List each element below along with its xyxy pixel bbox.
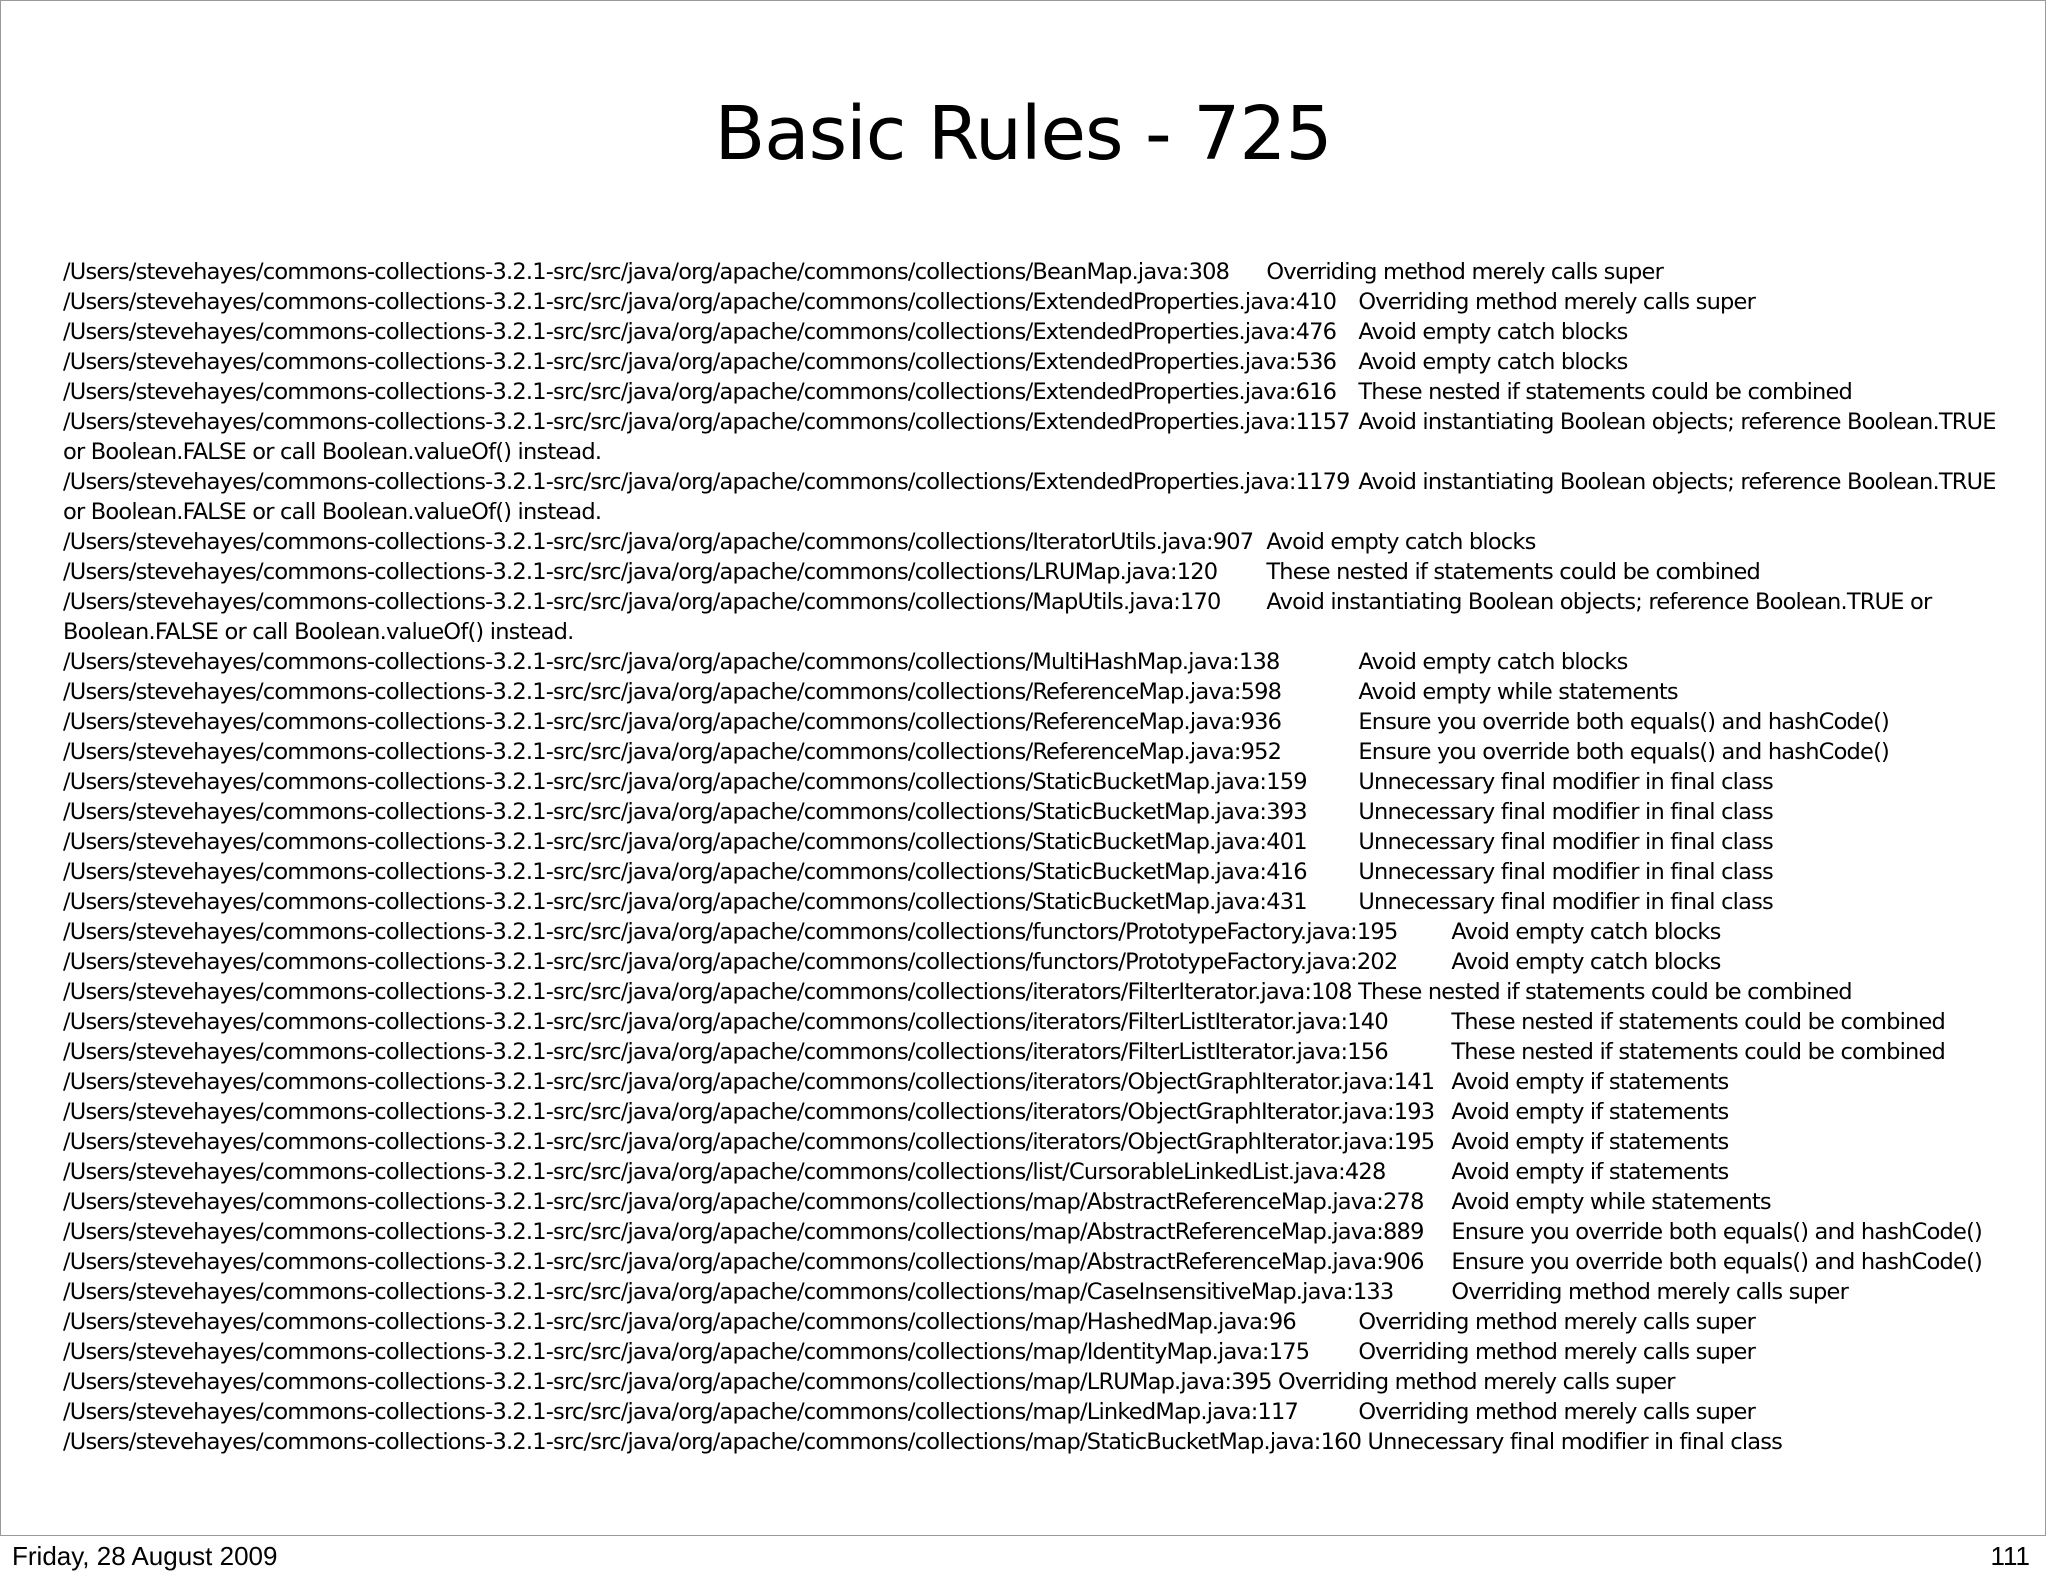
violation-message: Unnecessary final modifier in final class xyxy=(1358,769,1773,795)
violation-message: Avoid empty if statements xyxy=(1451,1099,1729,1125)
file-path: /Users/stevehayes/commons-collections-3.2.1-src/src/java/org/apache/commons/collections/StaticBucketMap.java:416 xyxy=(63,859,1307,885)
violation-entry xyxy=(63,1007,2023,1037)
violation-entry xyxy=(63,707,2023,737)
violation-message: Avoid empty catch blocks xyxy=(1451,949,1721,975)
footer xyxy=(0,1536,2048,1576)
violation-entry xyxy=(63,1037,2023,1067)
violation-message: Avoid instantiating Boolean objects; reference Boolean.TRUE or Boolean.FALSE or call Boolean.valueOf() instead. xyxy=(63,589,1932,645)
file-path: /Users/stevehayes/commons-collections-3.2.1-src/src/java/org/apache/commons/collections/map/StaticBucketMap.java:160 xyxy=(63,1429,1362,1455)
violation-entry xyxy=(63,257,2023,287)
violation-entry xyxy=(63,1397,2023,1427)
file-path: /Users/stevehayes/commons-collections-3.2.1-src/src/java/org/apache/commons/collections/list/CursorableLinkedList.java:428 xyxy=(63,1159,1386,1185)
violation-entry xyxy=(63,767,2023,797)
violation-entry xyxy=(63,917,2023,947)
violation-message: These nested if statements could be combined xyxy=(1451,1039,1946,1065)
file-path: /Users/stevehayes/commons-collections-3.2.1-src/src/java/org/apache/commons/collections/ExtendedProperties.java:1157 xyxy=(63,409,1350,435)
file-path: /Users/stevehayes/commons-collections-3.2.1-src/src/java/org/apache/commons/collections/map/HashedMap.java:96 xyxy=(63,1309,1296,1335)
violation-message: Ensure you override both equals() and hashCode() xyxy=(1451,1249,1983,1275)
violation-message: Overriding method merely calls super xyxy=(1278,1369,1675,1395)
violation-entry xyxy=(63,1337,2023,1367)
file-path: /Users/stevehayes/commons-collections-3.2.1-src/src/java/org/apache/commons/collections/iterators/ObjectGraphIterator.java:141 xyxy=(63,1069,1435,1095)
violation-entry xyxy=(63,677,2023,707)
file-path: /Users/stevehayes/commons-collections-3.2.1-src/src/java/org/apache/commons/collections/map/LinkedMap.java:117 xyxy=(63,1399,1299,1425)
violation-message: Avoid empty catch blocks xyxy=(1358,319,1628,345)
file-path: /Users/stevehayes/commons-collections-3.2.1-src/src/java/org/apache/commons/collections/StaticBucketMap.java:159 xyxy=(63,769,1307,795)
violation-entry xyxy=(63,317,2023,347)
violation-entry xyxy=(63,887,2023,917)
violation-entry xyxy=(63,737,2023,767)
violation-message: Ensure you override both equals() and hashCode() xyxy=(1358,739,1890,765)
slide-title: Basic Rules - 725 xyxy=(714,91,1332,177)
violation-entry xyxy=(63,1067,2023,1097)
violation-message: These nested if statements could be combined xyxy=(1358,979,1852,1005)
file-path: /Users/stevehayes/commons-collections-3.2.1-src/src/java/org/apache/commons/collections/iterators/FilterIterator.java:108 xyxy=(63,979,1352,1005)
file-path: /Users/stevehayes/commons-collections-3.2.1-src/src/java/org/apache/commons/collections/iterators/FilterListIterator.java:156 xyxy=(63,1039,1388,1065)
violation-message: Avoid empty catch blocks xyxy=(1358,649,1628,675)
violation-message: Overriding method merely calls super xyxy=(1266,259,1664,285)
violation-message: Unnecessary final modifier in final class xyxy=(1358,799,1773,825)
file-path: /Users/stevehayes/commons-collections-3.2.1-src/src/java/org/apache/commons/collections/MultiHashMap.java:138 xyxy=(63,649,1280,675)
violation-entry xyxy=(63,857,2023,887)
file-path: /Users/stevehayes/commons-collections-3.2.1-src/src/java/org/apache/commons/collections/ExtendedProperties.java:536 xyxy=(63,349,1337,375)
file-path: /Users/stevehayes/commons-collections-3.2.1-src/src/java/org/apache/commons/collections/iterators/ObjectGraphIterator.java:193 xyxy=(63,1099,1435,1125)
file-path: /Users/stevehayes/commons-collections-3.2.1-src/src/java/org/apache/commons/collections/LRUMap.java:120 xyxy=(63,559,1218,585)
file-path: /Users/stevehayes/commons-collections-3.2.1-src/src/java/org/apache/commons/collections/ExtendedProperties.java:616 xyxy=(63,379,1337,405)
violation-entry xyxy=(63,1127,2023,1157)
file-path: /Users/stevehayes/commons-collections-3.2.1-src/src/java/org/apache/commons/collections/functors/PrototypeFactory.java:202 xyxy=(63,949,1398,975)
violation-message: Overriding method merely calls super xyxy=(1451,1279,1849,1305)
violation-entry xyxy=(63,1427,2023,1457)
violation-message: Unnecessary final modifier in final class xyxy=(1358,829,1773,855)
file-path: /Users/stevehayes/commons-collections-3.2.1-src/src/java/org/apache/commons/collections/ExtendedProperties.java:476 xyxy=(63,319,1337,345)
violation-entry xyxy=(63,587,2023,647)
file-path: /Users/stevehayes/commons-collections-3.2.1-src/src/java/org/apache/commons/collections/ReferenceMap.java:952 xyxy=(63,739,1282,765)
file-path: /Users/stevehayes/commons-collections-3.2.1-src/src/java/org/apache/commons/collections/ExtendedProperties.java:410 xyxy=(63,289,1337,315)
violation-message: Avoid instantiating Boolean objects; reference Boolean.TRUE or Boolean.FALSE or call Boolean.valueOf() instead. xyxy=(63,469,1996,525)
file-path: /Users/stevehayes/commons-collections-3.2.1-src/src/java/org/apache/commons/collections/StaticBucketMap.java:401 xyxy=(63,829,1307,855)
file-path: /Users/stevehayes/commons-collections-3.2.1-src/src/java/org/apache/commons/collections/functors/PrototypeFactory.java:195 xyxy=(63,919,1398,945)
violation-entry xyxy=(63,347,2023,377)
violation-entry xyxy=(63,1307,2023,1337)
violation-entry xyxy=(63,647,2023,677)
violation-entry xyxy=(63,797,2023,827)
violation-entry xyxy=(63,407,2023,467)
violation-message: Avoid empty while statements xyxy=(1451,1189,1771,1215)
violation-message: Unnecessary final modifier in final class xyxy=(1367,1429,1783,1455)
violation-entry xyxy=(63,287,2023,317)
violation-list xyxy=(63,257,2023,1457)
file-path: /Users/stevehayes/commons-collections-3.2.1-src/src/java/org/apache/commons/collections/iterators/ObjectGraphIterator.java:195 xyxy=(63,1129,1435,1155)
violation-message: Overriding method merely calls super xyxy=(1358,1309,1756,1335)
violation-message: Avoid empty catch blocks xyxy=(1451,919,1721,945)
violation-message: Avoid empty if statements xyxy=(1451,1129,1729,1155)
file-path: /Users/stevehayes/commons-collections-3.2.1-src/src/java/org/apache/commons/collections/ReferenceMap.java:598 xyxy=(63,679,1282,705)
violation-entry xyxy=(63,1157,2023,1187)
violation-entry xyxy=(63,557,2023,587)
page-number: 111 xyxy=(1990,1541,2030,1571)
file-path: /Users/stevehayes/commons-collections-3.2.1-src/src/java/org/apache/commons/collections/map/AbstractReferenceMap.java:906 xyxy=(63,1249,1424,1275)
violation-entry xyxy=(63,827,2023,857)
violation-message: Overriding method merely calls super xyxy=(1358,1399,1756,1425)
file-path: /Users/stevehayes/commons-collections-3.2.1-src/src/java/org/apache/commons/collections/StaticBucketMap.java:431 xyxy=(63,889,1307,915)
violation-entry xyxy=(63,377,2023,407)
file-path: /Users/stevehayes/commons-collections-3.2.1-src/src/java/org/apache/commons/collections/map/IdentityMap.java:175 xyxy=(63,1339,1310,1365)
violation-message: These nested if statements could be combined xyxy=(1358,379,1853,405)
violation-message: Unnecessary final modifier in final class xyxy=(1358,889,1773,915)
violation-message: Overriding method merely calls super xyxy=(1358,1339,1756,1365)
violation-message: Avoid empty while statements xyxy=(1358,679,1678,705)
violation-entry xyxy=(63,1367,2023,1397)
violation-entry xyxy=(63,1217,2023,1247)
violation-entry xyxy=(63,977,2023,1007)
violation-message: Avoid empty catch blocks xyxy=(1266,529,1536,555)
file-path: /Users/stevehayes/commons-collections-3.2.1-src/src/java/org/apache/commons/collections/MapUtils.java:170 xyxy=(63,589,1221,615)
file-path: /Users/stevehayes/commons-collections-3.2.1-src/src/java/org/apache/commons/collections/ExtendedProperties.java:1179 xyxy=(63,469,1350,495)
violation-entry xyxy=(63,1187,2023,1217)
file-path: /Users/stevehayes/commons-collections-3.2.1-src/src/java/org/apache/commons/collections/BeanMap.java:308 xyxy=(63,259,1230,285)
violation-message: Ensure you override both equals() and hashCode() xyxy=(1358,709,1890,735)
file-path: /Users/stevehayes/commons-collections-3.2.1-src/src/java/org/apache/commons/collections/StaticBucketMap.java:393 xyxy=(63,799,1307,825)
violation-entry xyxy=(63,467,2023,527)
violation-message: These nested if statements could be combined xyxy=(1266,559,1761,585)
file-path: /Users/stevehayes/commons-collections-3.2.1-src/src/java/org/apache/commons/collections/map/CaseInsensitiveMap.java:133 xyxy=(63,1279,1394,1305)
violation-message: Unnecessary final modifier in final class xyxy=(1358,859,1773,885)
file-path: /Users/stevehayes/commons-collections-3.2.1-src/src/java/org/apache/commons/collections/iterators/FilterListIterator.java:140 xyxy=(63,1009,1388,1035)
violation-entry xyxy=(63,1277,2023,1307)
file-path: /Users/stevehayes/commons-collections-3.2.1-src/src/java/org/apache/commons/collections/map/AbstractReferenceMap.java:278 xyxy=(63,1189,1424,1215)
violation-message: Avoid instantiating Boolean objects; reference Boolean.TRUE or Boolean.FALSE or call Boolean.valueOf() instead. xyxy=(63,409,1996,465)
violation-message: Ensure you override both equals() and hashCode() xyxy=(1451,1219,1983,1245)
violation-entry xyxy=(63,1097,2023,1127)
violation-message: These nested if statements could be combined xyxy=(1451,1009,1946,1035)
violation-entry xyxy=(63,947,2023,977)
file-path: /Users/stevehayes/commons-collections-3.2.1-src/src/java/org/apache/commons/collections/map/AbstractReferenceMap.java:889 xyxy=(63,1219,1424,1245)
violation-message: Avoid empty if statements xyxy=(1451,1159,1729,1185)
file-path: /Users/stevehayes/commons-collections-3.2.1-src/src/java/org/apache/commons/collections/map/LRUMap.java:395 xyxy=(63,1369,1272,1395)
violation-message: Avoid empty catch blocks xyxy=(1358,349,1628,375)
violation-message: Overriding method merely calls super xyxy=(1358,289,1756,315)
violation-message: Avoid empty if statements xyxy=(1451,1069,1729,1095)
violation-entry xyxy=(63,527,2023,557)
file-path: /Users/stevehayes/commons-collections-3.2.1-src/src/java/org/apache/commons/collections/IteratorUtils.java:907 xyxy=(63,529,1254,555)
footer-date: Friday, 28 August 2009 xyxy=(12,1541,278,1571)
file-path: /Users/stevehayes/commons-collections-3.2.1-src/src/java/org/apache/commons/collections/ReferenceMap.java:936 xyxy=(63,709,1282,735)
violation-entry xyxy=(63,1247,2023,1277)
